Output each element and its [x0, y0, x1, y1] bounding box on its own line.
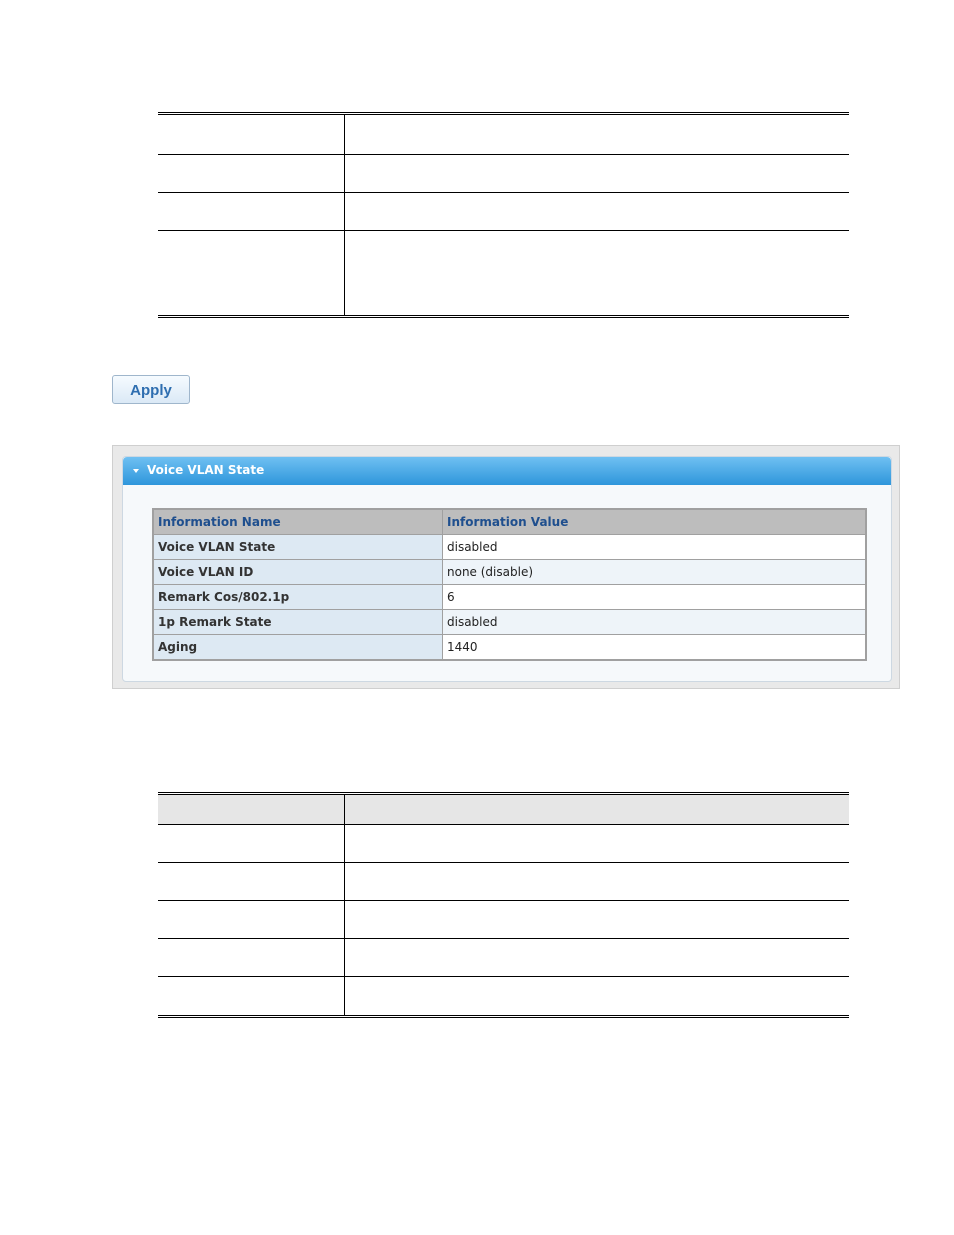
table-row: [153, 535, 866, 560]
column-header-value: Information Value: [443, 509, 867, 535]
info-name: Voice VLAN ID: [153, 560, 443, 585]
table-cell: [345, 863, 850, 901]
table-row: [153, 585, 866, 610]
info-value: disabled: [443, 535, 867, 560]
column-header-name: Information Name: [153, 509, 443, 535]
table-header-cell: [158, 794, 345, 825]
table-cell: [158, 939, 345, 977]
collapse-triangle-icon[interactable]: [133, 469, 139, 473]
table-cell: [158, 863, 345, 901]
panel-header[interactable]: [123, 457, 891, 485]
table-cell: [345, 825, 850, 863]
table-cell: [158, 825, 345, 863]
table-cell: [345, 155, 850, 193]
info-value: 1440: [443, 635, 867, 661]
voice-vlan-state-panel: [122, 456, 892, 682]
table-cell: [158, 193, 345, 231]
table-cell: [345, 939, 850, 977]
info-value: none (disable): [443, 560, 867, 585]
info-value: disabled: [443, 610, 867, 635]
table-row: [153, 560, 866, 585]
table-row: [153, 610, 866, 635]
table-cell: [345, 231, 850, 317]
table-cell: [345, 114, 850, 155]
table-cell: [158, 231, 345, 317]
description-table-top: [158, 112, 849, 318]
table-cell: [158, 901, 345, 939]
panel-title: Voice VLAN State: [147, 463, 265, 477]
table-header-cell: [345, 794, 850, 825]
table-cell: [158, 155, 345, 193]
info-value: 6: [443, 585, 867, 610]
table-cell: [345, 193, 850, 231]
table-cell: [158, 114, 345, 155]
table-cell: [345, 901, 850, 939]
apply-button[interactable]: Apply: [112, 375, 190, 404]
table-header-row: [153, 509, 866, 535]
voice-vlan-info-table: [152, 508, 867, 661]
voice-vlan-state-panel-frame: [112, 445, 900, 689]
info-name: Remark Cos/802.1p: [153, 585, 443, 610]
description-table-bottom: [158, 792, 849, 1018]
info-name: Aging: [153, 635, 443, 661]
table-cell: [345, 977, 850, 1017]
info-name: 1p Remark State: [153, 610, 443, 635]
table-cell: [158, 977, 345, 1017]
table-row: [153, 635, 866, 661]
info-name: Voice VLAN State: [153, 535, 443, 560]
